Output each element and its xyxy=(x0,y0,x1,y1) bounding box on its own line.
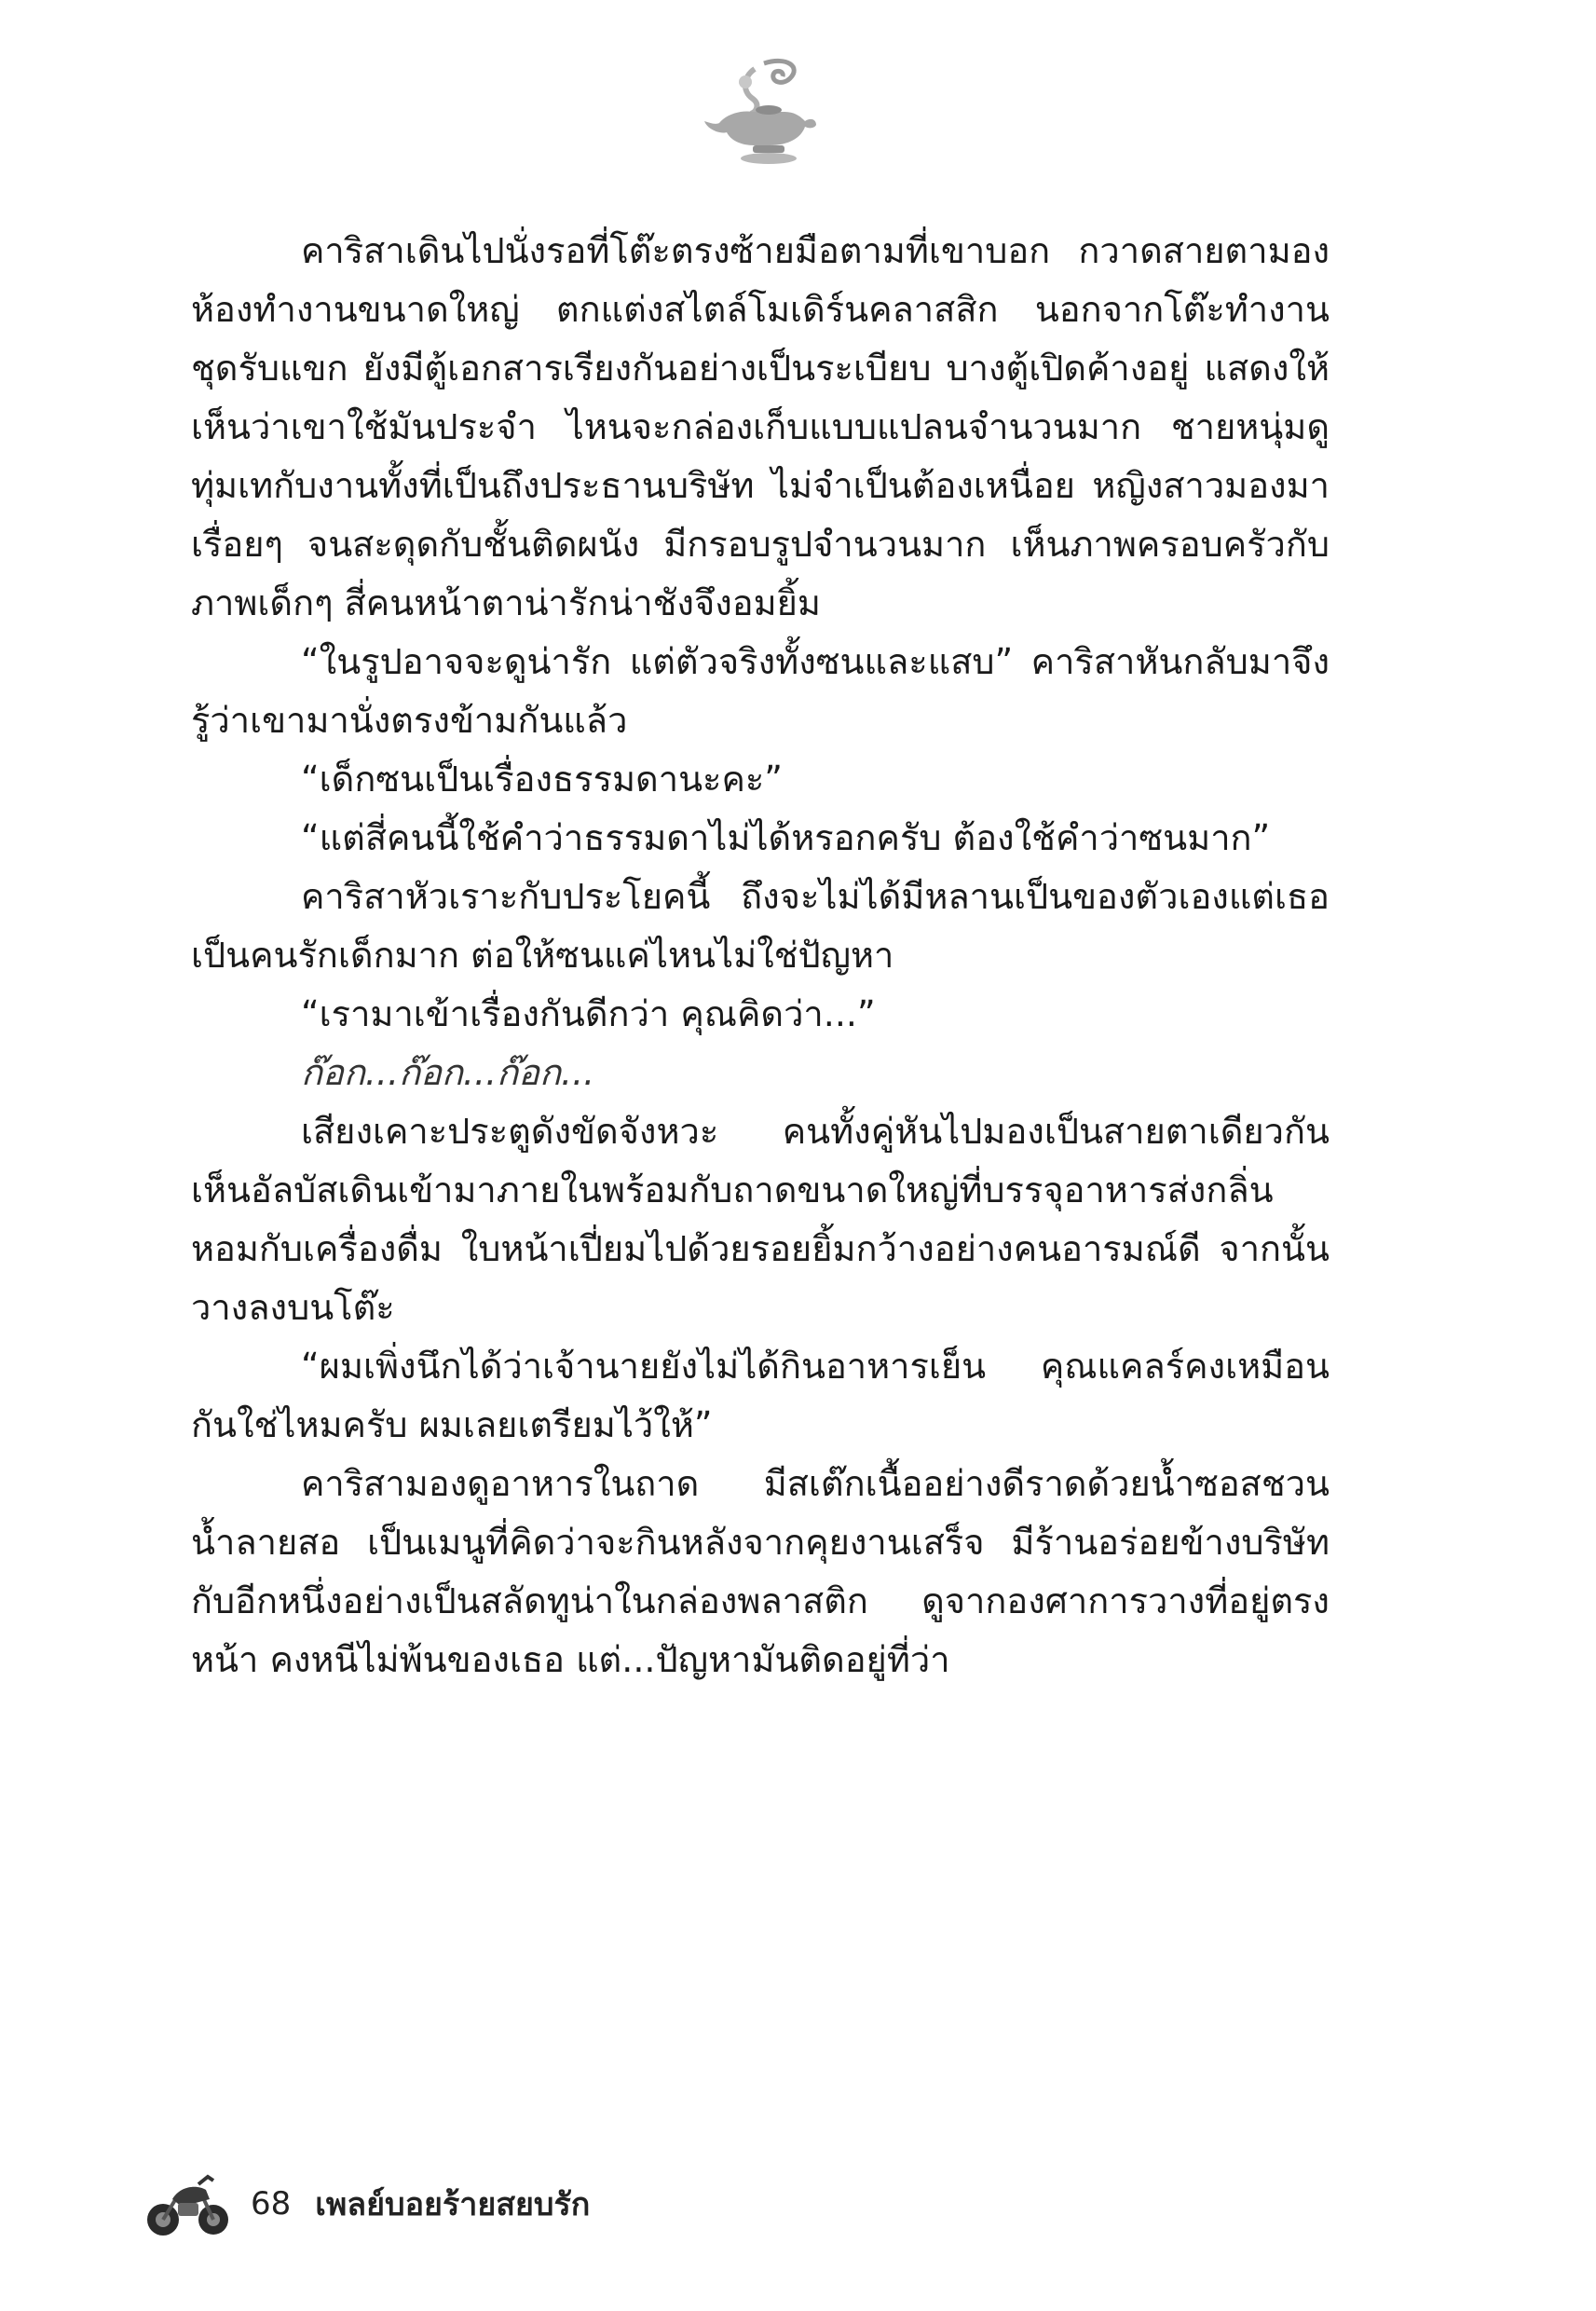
motorcycle-icon xyxy=(144,2167,230,2240)
paragraph: “เรามาเข้าเรื่องกันดีกว่า คุณคิดว่า...” xyxy=(301,993,876,1034)
page-number: 68 xyxy=(251,2185,292,2222)
paragraph: คาริสาหัวเราะกับประโยคนี้ ถึงจะไม่ได้มีหลานเป็นของตัวเองแต่เธอเป็นคนรักเด็กมาก ต่อให้ซนแค่ไหนไม่ใช่ปัญหา xyxy=(191,876,1330,976)
paragraph: “แต่สี่คนนี้ใช้คำว่าธรรมดาไม่ได้หรอกครับ ต้องใช้คำว่าซนมาก” xyxy=(301,817,1271,858)
paragraph: คาริสามองดูอาหารในถาด มีสเต๊กเนื้ออย่างดีราดด้วยน้ำซอสชวนน้ำลายสอ เป็นเมนูที่คิดว่าจะกินหลังจากคุยงานเสร็จ มีร้านอร่อยข้างบริษัท กับอีกหนึ่งอย่างเป็นสลัดทูน่าในกล่องพลาสติก ดูจากองศาการวางที่อยู่ตรงหน้า คงหนีไม่พ้นของเธอ แต่...ปัญหามันติดอยู่ที่ว่า xyxy=(191,1463,1330,1680)
sound-effect-line: ก๊อก...ก๊อก...ก๊อก... xyxy=(301,1052,595,1093)
book-title: เพลย์บอยร้ายสยบรัก xyxy=(315,2186,591,2223)
paragraph: คาริสาเดินไปนั่งรอที่โต๊ะตรงซ้ายมือตามที่เขาบอก กวาดสายตามองห้องทำงานขนาดใหญ่ ตกแต่งสไตล์โมเดิร์นคลาสสิก นอกจากโต๊ะทำงาน ชุดรับแขก ยังมีตู้เอกสารเรียงกันอย่างเป็นระเบียบ บางตู้เปิดค้างอยู่ แสดงให้เห็นว่าเขาใช้มันประจำ ไหนจะกล่องเก็บแบบแปลนจำนวนมาก ชายหนุ่มดูทุ่มเทกับงานทั้งที่เป็นถึงประธานบริษัท ไม่จำเป็นต้องเหนื่อย หญิงสาวมองมาเรื่อยๆ จนสะดุดกับชั้นติดผนัง มีกรอบรูปจำนวนมาก เห็นภาพครอบครัวกับภาพเด็กๆ สี่คนหน้าตาน่ารักน่าชังจึงอมยิ้ม xyxy=(191,230,1330,623)
body-text xyxy=(191,222,1330,1689)
paragraph: “เด็กซนเป็นเรื่องธรรมดานะคะ” xyxy=(301,759,783,800)
genie-lamp-icon xyxy=(699,56,820,168)
paragraph: เสียงเคาะประตูดังขัดจังหวะ คนทั้งคู่หันไปมองเป็นสายตาเดียวกัน เห็นอัลบัสเดินเข้ามาภายในพร้อมกับถาดขนาดใหญ่ที่บรรจุอาหารส่งกลิ่นหอมกับเครื่องดื่ม ใบหน้าเปี่ยมไปด้วยรอยยิ้มกว้างอย่างคนอารมณ์ดี จากนั้นวางลงบนโต๊ะ xyxy=(191,1111,1330,1328)
paragraph: “ผมเพิ่งนึกได้ว่าเจ้านายยังไม่ได้กินอาหารเย็น คุณแคลร์คงเหมือนกันใช่ไหมครับ ผมเลยเตรียมไว้ให้” xyxy=(191,1346,1330,1445)
page-footer xyxy=(144,2162,590,2246)
paragraph: “ในรูปอาจจะดูน่ารัก แต่ตัวจริงทั้งซนและแสบ” คาริสาหันกลับมาจึงรู้ว่าเขามานั่งตรงข้ามกันแล้ว xyxy=(191,641,1330,741)
